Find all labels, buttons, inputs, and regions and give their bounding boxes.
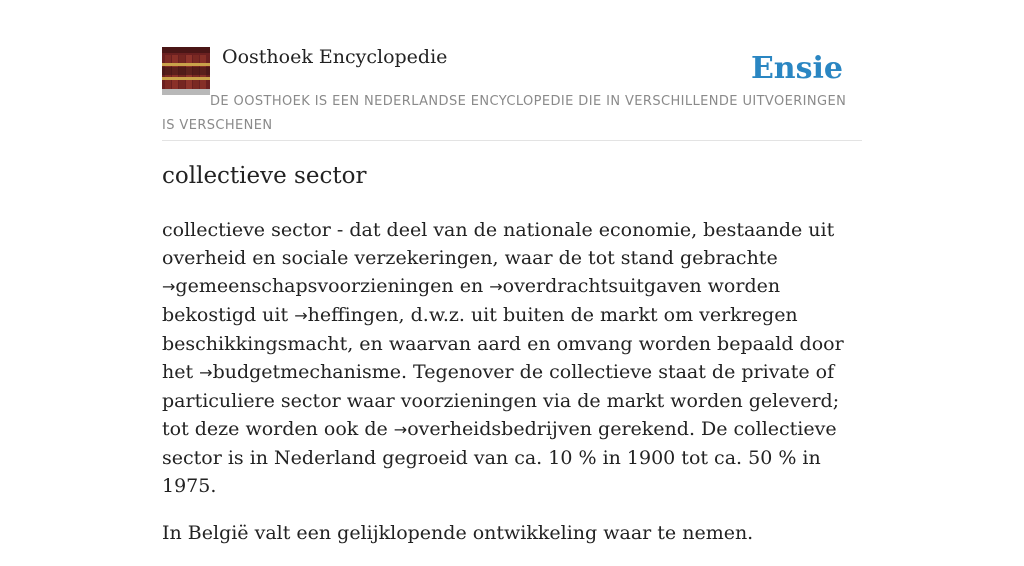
xref-link-label: overheidsbedrijven <box>407 418 593 440</box>
paragraph-text: gerekend. De collectieve sector is in Nederland gegroeid van ca. 10 % in 1900 tot ca. 50 % in 1975. <box>162 418 837 497</box>
xref-arrow-icon: → <box>393 420 408 439</box>
article-paragraph-2: In België valt een gelijklopende ontwikkeling waar te nemen. <box>162 522 754 544</box>
publication-description: DE OOSTHOEK IS EEN NEDERLANDSE ENCYCLOPEDIE DIE IN VERSCHILLENDE UITVOERINGEN IS VERSCHENEN <box>162 94 847 133</box>
publication-avatar[interactable] <box>162 47 210 95</box>
xref-link-overdrachtsuitgaven[interactable] <box>489 275 701 297</box>
xref-link-heffingen[interactable] <box>294 304 398 326</box>
page <box>162 0 862 544</box>
xref-arrow-icon: → <box>199 363 213 382</box>
xref-arrow-icon: → <box>162 277 176 296</box>
article-body <box>162 216 862 566</box>
xref-link-overheidsbedrijven[interactable] <box>394 418 592 440</box>
paragraph-text: , d.w.z. uit buiten de markt om verkregen beschikkingsmacht, en waarvan aard en omvang worden bepaald door het <box>162 304 844 383</box>
xref-arrow-icon: → <box>294 306 308 325</box>
xref-link-label: gemeenschapsvoorzieningen <box>175 275 454 297</box>
xref-link-label: heffingen <box>307 304 399 326</box>
paragraph-text: en <box>453 275 490 297</box>
encyclopedia-books-icon <box>162 47 210 95</box>
publication-name-link[interactable]: Oosthoek Encyclopedie <box>222 46 448 68</box>
xref-link-budgetmechanisme[interactable] <box>199 361 401 383</box>
article-paragraph-1 <box>162 216 862 500</box>
xref-link-label: budgetmechanisme <box>212 361 401 383</box>
xref-link-gemeenschapsvoorzieningen[interactable] <box>162 275 454 297</box>
paragraph-text: worden bekostigd uit <box>162 275 781 326</box>
article-title: collectieve sector <box>162 163 367 189</box>
xref-link-label: overdrachtsuitgaven <box>502 275 702 297</box>
xref-arrow-icon: → <box>489 277 503 296</box>
paragraph-text: . Tegenover de collectieve staat de private of particuliere sector waar voorzieningen via de markt worden geleverd; tot deze worden ook de <box>162 361 840 440</box>
paragraph-text: collectieve sector - dat deel van de nationale economie, bestaande uit overheid en sociale verzekeringen, waar de tot stand gebrachte <box>162 219 835 269</box>
publication-header <box>162 0 862 141</box>
ensie-logo-link[interactable]: Ensie <box>750 51 843 86</box>
